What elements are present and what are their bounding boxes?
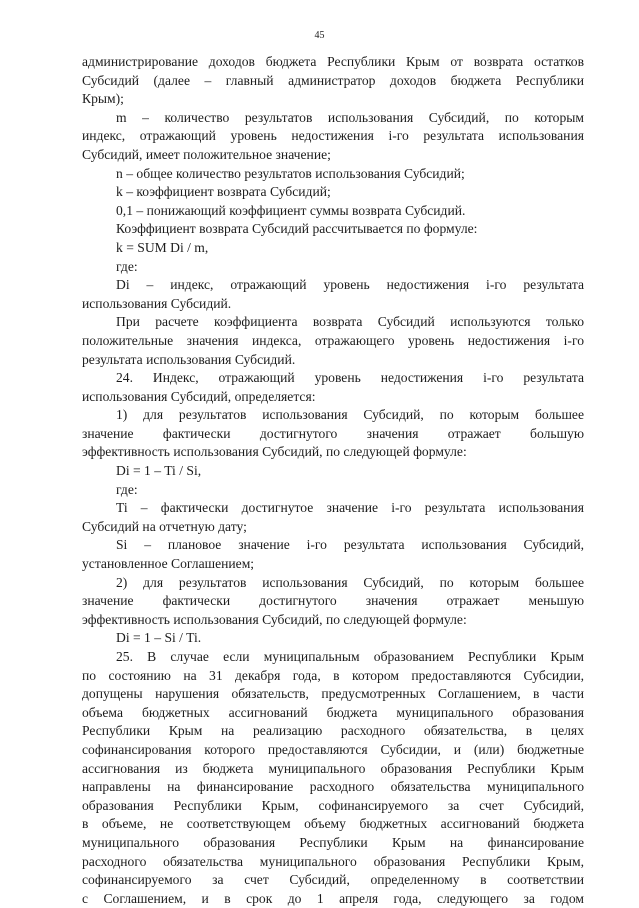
text-line: эффективность использования Субсидий, по следующей формуле: (82, 444, 467, 460)
text-line: эффективность использования Субсидий, по следующей формуле: (82, 611, 467, 627)
text-line: n – общее количество результатов использования Субсидий; (116, 165, 465, 181)
text-line: администрирование доходов бюджета Республики Крым от возврата остатков (82, 54, 584, 69)
text-line: Коэффициент возврата Субсидий рассчитывается по формуле: (116, 221, 478, 237)
text-line: установленное Соглашением; (82, 556, 255, 572)
text-line: 25. В случае если муниципальным образованием Республики Крым (116, 649, 584, 664)
text-line: Субсидий (далее – главный администратор доходов бюджета Республики (82, 72, 584, 88)
text-line: Ti – фактически достигнутое значение i-го результата использования (116, 500, 584, 516)
text-line: m – количество результатов использования Субсидий, по которым (116, 109, 584, 125)
text-line: использования Субсидий. (82, 295, 232, 311)
text-line: 0,1 – понижающий коэффициент суммы возврата Субсидий. (116, 202, 466, 218)
text-line: Di – индекс, отражающий уровень недостижения i-го результата (116, 277, 584, 293)
text-line: Si – плановое значение i-го результата использования Субсидий, (116, 537, 584, 553)
text-line: по состоянию на 31 декабря года, в котором предоставляются Субсидии, (82, 667, 584, 683)
text-line: в объеме, не соответствующем объему бюджетных ассигнований бюджета (82, 816, 584, 832)
text-line: с Соглашением, и в срок до 1 апреля года, следующего за годом (82, 890, 584, 906)
text-line: 24. Индекс, отражающий уровень недостижения i-го результата (116, 370, 584, 386)
text-line: допущены нарушения обязательств, предусмотренных Соглашением, в части (82, 686, 584, 702)
text-line: При расчете коэффициента возврата Субсидий используются только (116, 314, 584, 330)
text-line: значение фактически достигнутого значения отражает меньшую (82, 593, 584, 609)
text-line: результата использования Субсидий. (82, 351, 296, 367)
text-line: Субсидий, имеет положительное значение; (82, 146, 331, 162)
text-line: муниципального образования Республики Крым на финансирование (82, 834, 584, 850)
text-line: k = SUM Di / m, (116, 239, 209, 255)
text-line: k – коэффициент возврата Субсидий; (116, 184, 331, 200)
text-line: Республики Крым на реализацию расходного обязательства, в целях (82, 723, 584, 739)
text-line: образования Республики Крым, софинансируемого за счет Субсидий, (82, 797, 584, 813)
text-line: ассигнования из бюджета муниципального образования Республики Крым (82, 760, 584, 776)
text-line: расходного обязательства муниципального образования Республики Крым, (82, 853, 584, 869)
text-line: софинансируемого за счет Субсидий, определенному в соответствии (82, 872, 584, 888)
text-line: софинансирования которого предоставляются Субсидии, и (или) бюджетные (82, 741, 584, 757)
text-line: направлены на финансирование расходного обязательства муниципального (82, 779, 584, 795)
text-line: индекс, отражающий уровень недостижения i-го результата использования (82, 128, 584, 144)
text-line: 2) для результатов использования Субсидий, по которым большее (116, 574, 584, 590)
text-line: Крым); (82, 91, 124, 107)
document-body (82, 53, 584, 908)
text-line: где: (116, 481, 138, 497)
text-line: Di = 1 – Ti / Si, (116, 463, 202, 479)
text-line: значение фактически достигнутого значения отражает большую (82, 425, 584, 441)
text-line: Di = 1 – Si / Ti. (116, 630, 202, 646)
text-line: объема бюджетных ассигнований бюджета муниципального образования (82, 704, 584, 720)
text-line: Субсидий на отчетную дату; (82, 518, 247, 534)
text-line: использования Субсидий, определяется: (82, 388, 316, 404)
text-line: где: (116, 258, 138, 274)
page-number: 45 (314, 30, 325, 41)
text-line: 1) для результатов использования Субсидий, по которым большее (116, 407, 584, 423)
text-line: положительные значения индекса, отражающего уровень недостижения i-го (82, 332, 584, 348)
